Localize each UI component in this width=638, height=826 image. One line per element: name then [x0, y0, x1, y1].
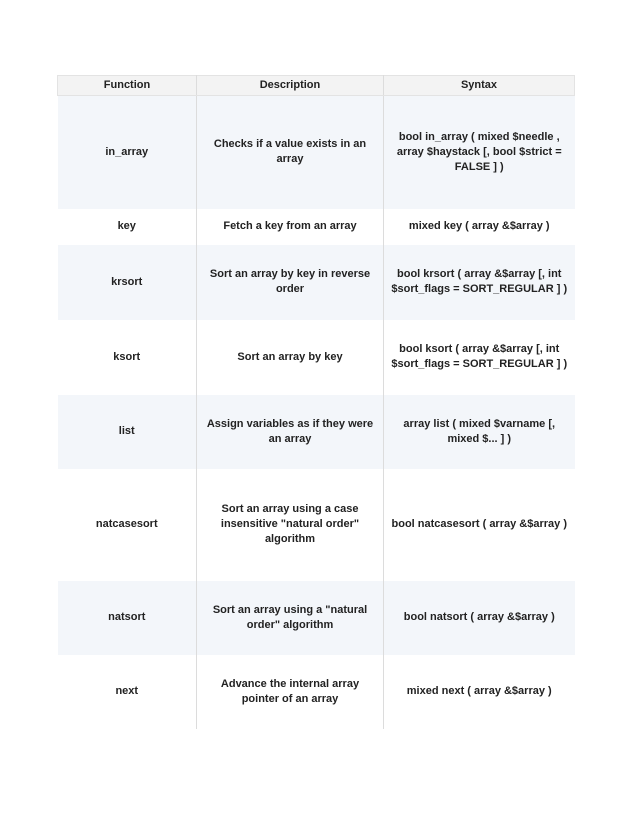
function-cell: key [58, 209, 197, 245]
syntax-cell: bool krsort ( array &$array [, int $sort_flags = SORT_REGULAR ] ) [384, 245, 575, 320]
table-row [58, 655, 575, 729]
syntax-cell: bool ksort ( array &$array [, int $sort_flags = SORT_REGULAR ] ) [384, 320, 575, 395]
function-cell: next [58, 655, 197, 729]
function-cell: ksort [58, 320, 197, 395]
syntax-cell: mixed next ( array &$array ) [384, 655, 575, 729]
description-cell: Fetch a key from an array [197, 209, 384, 245]
table-row [58, 245, 575, 320]
description-cell: Assign variables as if they were an array [197, 395, 384, 469]
function-cell: krsort [58, 245, 197, 320]
table-row [58, 209, 575, 245]
table-row [58, 581, 575, 655]
table-row [58, 320, 575, 395]
header-syntax: Syntax [384, 76, 575, 96]
header-function: Function [58, 76, 197, 96]
description-cell: Sort an array using a "natural order" algorithm [197, 581, 384, 655]
description-cell: Sort an array by key [197, 320, 384, 395]
header-description: Description [197, 76, 384, 96]
description-cell: Advance the internal array pointer of an array [197, 655, 384, 729]
table-row [58, 469, 575, 581]
function-cell: in_array [58, 96, 197, 209]
description-cell: Sort an array using a case insensitive "natural order" algorithm [197, 469, 384, 581]
table-row [58, 395, 575, 469]
description-cell: Sort an array by key in reverse order [197, 245, 384, 320]
description-cell: Checks if a value exists in an array [197, 96, 384, 209]
functions-table [57, 75, 575, 729]
syntax-cell: bool natsort ( array &$array ) [384, 581, 575, 655]
table-header-row [58, 76, 575, 96]
function-cell: natsort [58, 581, 197, 655]
function-cell: list [58, 395, 197, 469]
syntax-cell: array list ( mixed $varname [, mixed $... ] ) [384, 395, 575, 469]
syntax-cell: bool natcasesort ( array &$array ) [384, 469, 575, 581]
syntax-cell: mixed key ( array &$array ) [384, 209, 575, 245]
table-row [58, 96, 575, 209]
function-cell: natcasesort [58, 469, 197, 581]
syntax-cell: bool in_array ( mixed $needle , array $haystack [, bool $strict = FALSE ] ) [384, 96, 575, 209]
